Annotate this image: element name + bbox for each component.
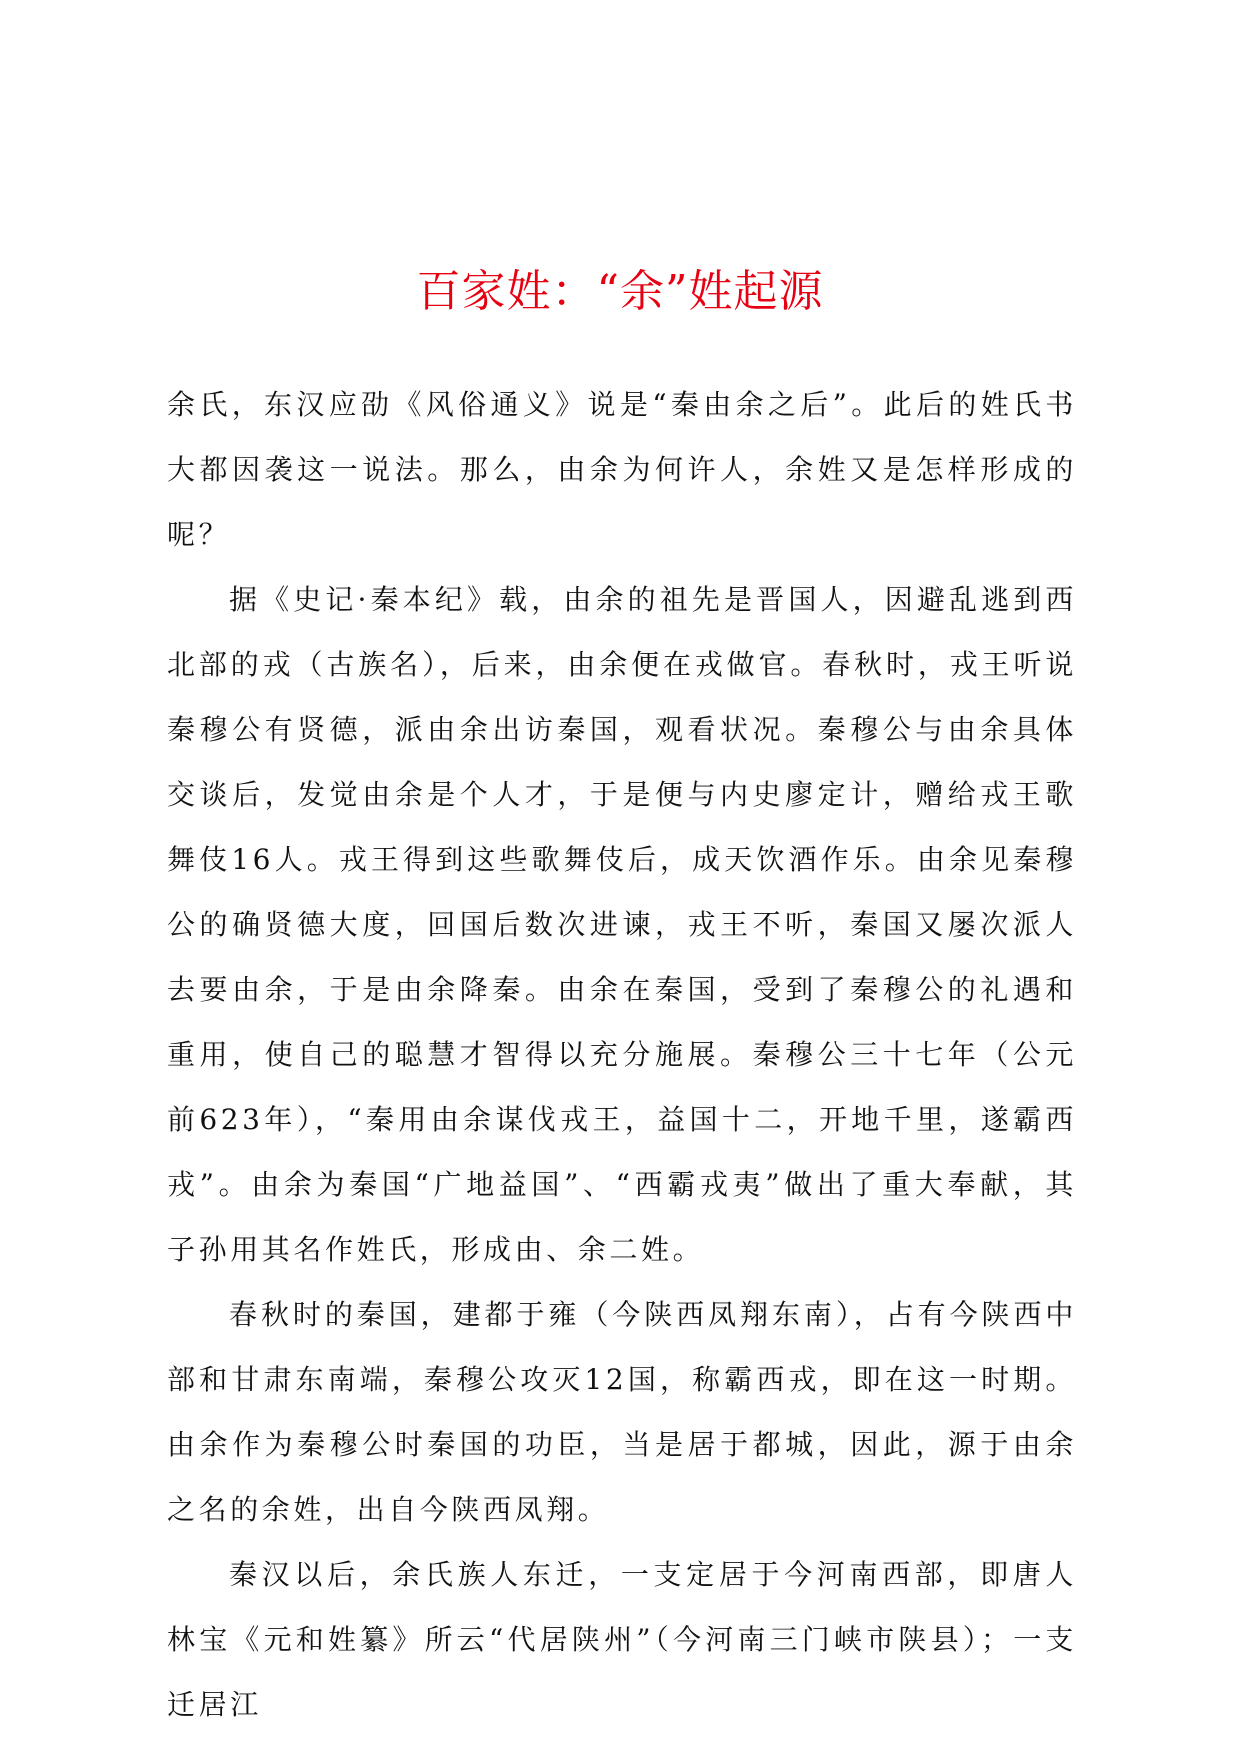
paragraph-4: 秦汉以后，余氏族人东迁，一支定居于今河南西部，即唐人林宝《元和姓纂》所云“代居陕州”（今河南三门峡市陕县）；一支迁居江 xyxy=(167,1558,1077,1721)
paragraph-1: 余氏，东汉应劭《风俗通义》说是“秦由余之后”。此后的姓氏书大都因袭这一说法。那么，由余为何许人，余姓又是怎样形成的呢？ xyxy=(167,388,1077,551)
paragraph-2: 据《史记·秦本纪》载，由余的祖先是晋国人，因避乱逃到西北部的戎（古族名），后来，由余便在戎做官。春秋时，戎王听说秦穆公有贤德，派由余出访秦国，观看状况。秦穆公与由余具体交谈后，发觉由余是个人才，于是便与内史廖定计，赠给戎王歌舞伎16人。戎王得到这些歌舞伎后，成天饮酒作乐。由余见秦穆公的确贤德大度，回国后数次进谏，戎王不听，秦国又屡次派人去要由余，于是由余降秦。由余在秦国，受到了秦穆公的礼遇和重用，使自己的聪慧才智得以充分施展。秦穆公三十七年（公元前623年），“秦用由余谋伐戎王，益国十二，开地千里，遂霸西戎”。由余为秦国“广地益国”、“西霸戎夷”做出了重大奉献，其子孙用其名作姓氏，形成由、余二姓。 xyxy=(167,583,1077,1266)
document-title: 百家姓：“余”姓起源 xyxy=(416,266,824,317)
paragraph-3: 春秋时的秦国，建都于雍（今陕西凤翔东南），占有今陕西中部和甘肃东南端，秦穆公攻灭12国，称霸西戎，即在这一时期。由余作为秦穆公时秦国的功臣，当是居于都城，因此，源于由余之名的余姓，出自今陕西凤翔。 xyxy=(167,1298,1077,1526)
document-body xyxy=(167,372,1077,1737)
